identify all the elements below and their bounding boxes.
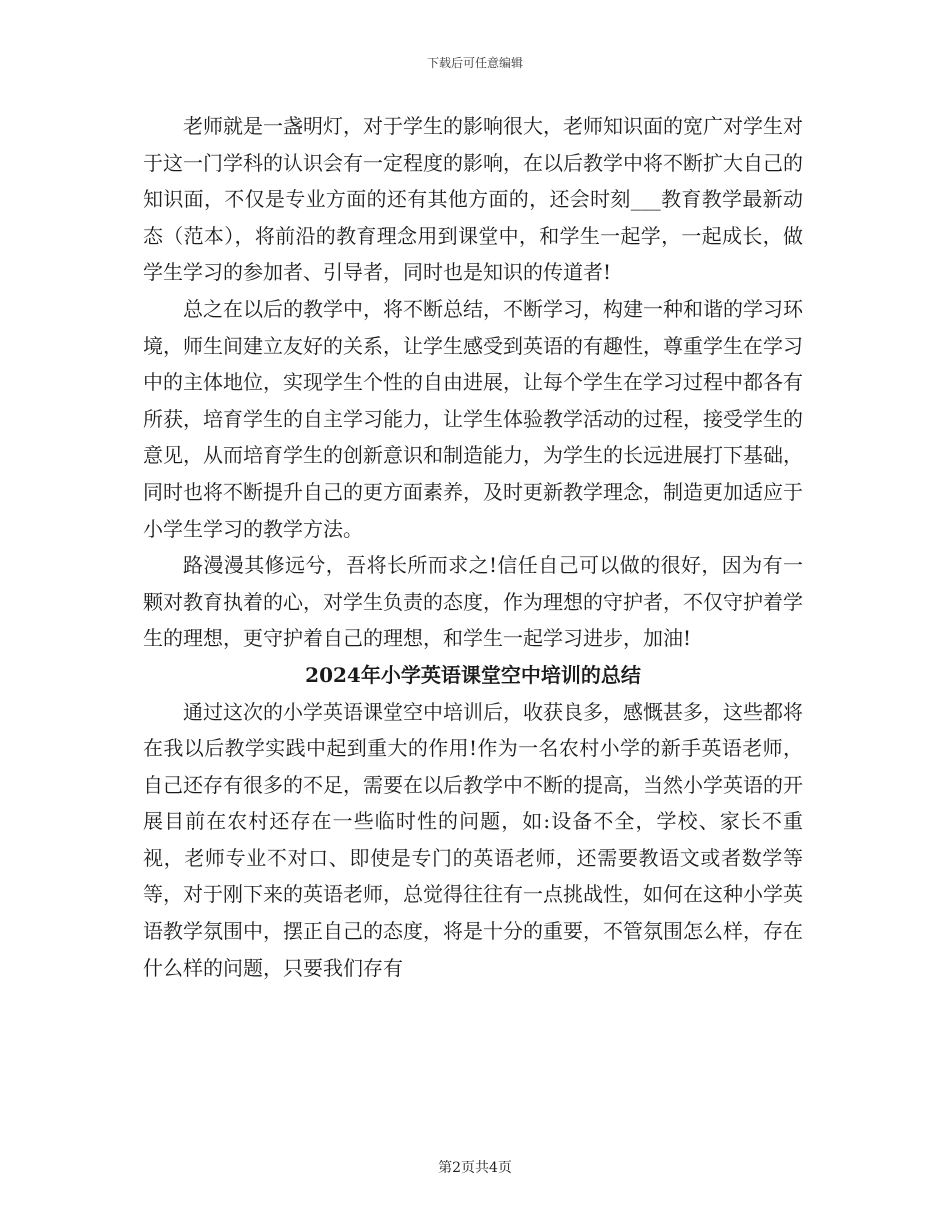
page-header-note: 下载后可任意编辑 (426, 56, 523, 70)
section-title: 2024年小学英语课堂空中培训的总结 (305, 662, 641, 687)
paragraph-summary: 总之在以后的教学中，将不断总结，不断学习，构建一种和谐的学习环境，师生间建立友好的关系，让学生感受到英语的有趣性，尊重学生在学习中的主体地位，实现学生个性的自由进展，让每个学生在学习过程中都各有所获，培育学生的自主学习能力，让学生体验教学活动的过程，接受学生的意见，从而培育学生的创新意识和制造能力，为学生的长远进展打下基础，同时也将不断提升自己的更方面素养，及时更新教学理念，制造更加适应于小学生学习的教学方法。 (143, 296, 803, 541)
page-number: 第2页共4页 (438, 1160, 512, 1176)
paragraph-training-intro: 通过这次的小学英语课堂空中培训后，收获良多，感慨甚多，这些都将在我以后教学实践中起到重大的作用!作为一名农村小学的新手英语老师，自己还存有很多的不足，需要在以后教学中不断的提高，当然小学英语的开展目前在农村还存在一些临时性的问题，如:设备不全，学校、家长不重视，老师专业不对口、即使是专门的英语老师，还需要教语文或者数学等等，对于刚下来的英语老师，总觉得往往有一点挑战性，如何在这种小学英语教学氛围中，摆正自己的态度，将是十分的重要，不管氛围怎么样，存在什么样的问题，只要我们存有 (143, 699, 803, 980)
document-body (143, 108, 803, 986)
paragraph-closing: 路漫漫其修远兮，吾将长所而求之!信任自己可以做的很好，因为有一颗对教育执着的心，对学生负责的态度，作为理想的守护者，不仅守护着学生的理想，更守护着自己的理想，和学生一起学习进步，加油! (143, 553, 803, 651)
paragraph-teacher-lamp: 老师就是一盏明灯，对于学生的影响很大，老师知识面的宽广对学生对于这一门学科的认识会有一定程度的影响，在以后教学中将不断扩大自己的知识面，不仅是专业方面的还有其他方面的，还会时刻___教育教学最新动态（范本），将前沿的教育理念用到课堂中，和学生一起学，一起成长，做学生学习的参加者、引导者，同时也是知识的传道者! (143, 114, 803, 285)
